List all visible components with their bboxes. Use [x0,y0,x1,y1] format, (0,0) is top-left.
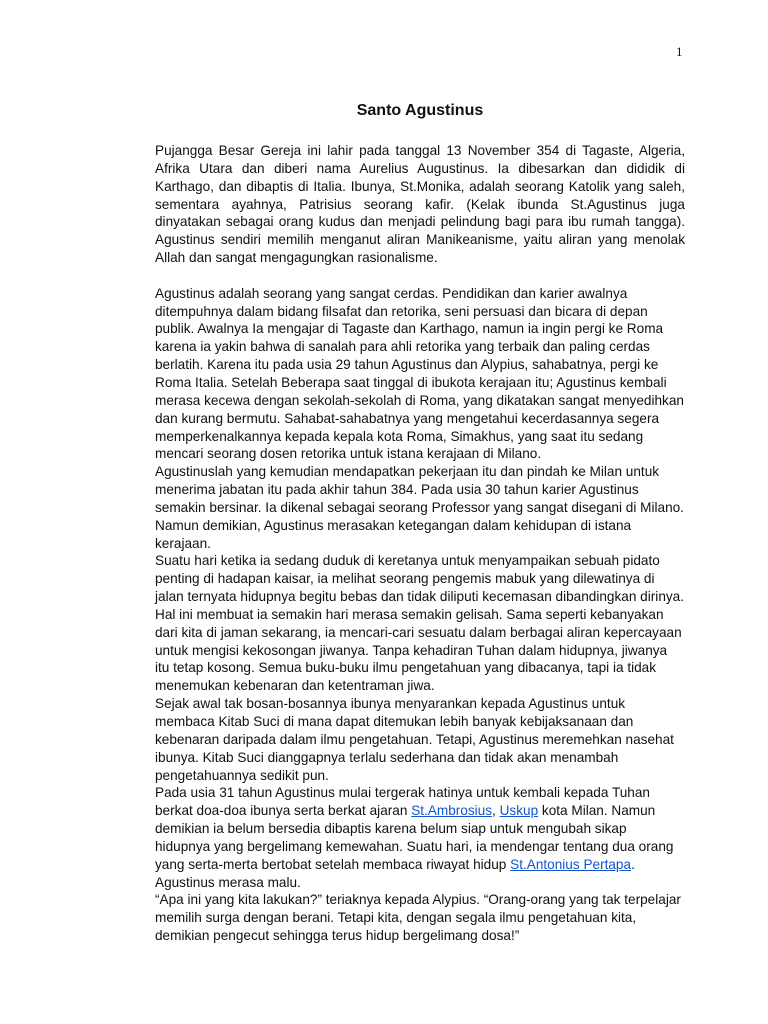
link-st-ambrosius[interactable]: St.Ambrosius [411,803,493,819]
paragraph-milan: Agustinuslah yang kemudian mendapatkan pekerjaan itu dan pindah ke Milan untuk menerima jabatan itu pada akhir tahun 384. Pada usia 30 tahun karier Agustinus semakin bersinar. Ia dikenal sebagai seorang Professor yang sangat disegani di Milano. Namun demikian, Agustinus merasakan ketegangan dalam kehidupan di istana kerajaan. [155,464,684,551]
paragraph-spacer [155,267,685,285]
paragraph-conversion [155,784,685,891]
paragraph-education: Agustinus adalah seorang yang sangat cerdas. Pendidikan dan karier awalnya ditempuhnya dalam bidang filsafat dan retorika, seni persuasi dan bicara di depan publik. Awalnya Ia mengajar di Tagaste dan Karthago, namun ia ingin pergi ke Roma karena ia yakin bahwa di sanalah para ahli retorika yang terbaik dan paling cerdas berlatih. Karena itu pada usia 29 tahun Agustinus dan Alypius, sahabatnya, pergi ke Roma Italia. Setelah Beberapa saat tinggal di ibukota kerajaan itu; Agustinus kembali merasa kecewa dengan sekolah-sekolah di Roma, yang dikatakan sangat menyedihkan dan kurang bermutu. Sahabat-sahabatnya yang mengetahui kecerdasannya segera memperkenalkannya kepada kepala kota Roma, Simakhus, yang saat itu sedang mencari seorang dosen retorika untuk istana kerajaan di Milano. [155,285,684,462]
text-segment: . Agustinus merasa malu. [155,856,635,890]
link-uskup[interactable]: Uskup [499,803,539,819]
link-st-antonius-pertapa[interactable]: St.Antonius Pertapa [510,856,632,872]
page-number: 1 [676,44,683,59]
document-body [155,142,685,945]
paragraph-intro: Pujangga Besar Gereja ini lahir pada tanggal 13 November 354 di Tagaste, Algeria, Afrika Utara dan diberi nama Aurelius Augustinus. Ia dibesarkan dan dididik di Karthago, dan dibaptis di Italia. Ibunya, St.Monika, adalah seorang Katolik yang saleh, sementara ayahnya, Patrisius seorang kafir. (Kelak ibunda St.Agustinus juga dinyatakan sebagai orang kudus dan menjadi pelindung bagi para ibu rumah tangga). Agustinus sendiri memilih menganut aliran Manikeanisme, yaitu aliran yang menolak Allah dan sangat mengagungkan rasionalisme. [155,143,685,266]
text-segment: kota Milan. Namun demikian ia belum bersedia dibaptis karena belum siap untuk mengubah sikap hidupnya yang bergelimang kemewahan. Suatu hari, ia mendengar tentang dua orang yang serta-merta bertobat setelah membaca riwayat hidup [155,803,674,872]
text-segment: Pada usia 31 tahun Agustinus mulai tergerak hatinya untuk kembali kepada Tuhan berkat doa-doa ibunya serta berkat ajaran [155,785,650,819]
document-title: Santo Agustinus [356,102,484,119]
text-segment: , [492,803,500,819]
paragraph-mother-advice: Sejak awal tak bosan-bosannya ibunya menyarankan kepada Agustinus untuk membaca Kitab Suci di mana dapat ditemukan lebih banyak kebijaksanaan dan kebenaran daripada dalam ilmu pengetahuan. Tetapi, Agustinus meremehkan nasehat ibunya. Kitab Suci dianggapnya terlalu sederhana dan tidak akan menambah pengetahuannya sedikit pun. [155,696,674,783]
paragraph-restlessness: Suatu hari ketika ia sedang duduk di keretanya untuk menyampaikan sebuah pidato penting di hadapan kaisar, ia melihat seorang pengemis mabuk yang dilewatinya di jalan ternyata hidupnya begitu bebas dan tidak diliputi kecemasan dibandingkan dirinya. Hal ini membuat ia semakin hari merasa semakin gelisah. Sama seperti kebanyakan dari kita di jaman sekarang, ia mencari-cari sesuatu dalam berbagai aliran kepercayaan untuk mengisi kekosongan jiwanya. Tanpa kehadiran Tuhan dalam hidupnya, jiwanya itu tetap kosong. Semua buku-buku ilmu pengetahuan yang dibacanya, tapi ia tidak menemukan kebenaran dan ketentraman jiwa. [155,553,685,694]
paragraph-quote: “Apa ini yang kita lakukan?” teriaknya kepada Alypius. “Orang-orang yang tak terpelajar memilih surga dengan berani. Tetapi kita, dengan segala ilmu pengetahuan kita, demikian pengecut sehingga terus hidup bergelimang dosa!” [155,892,681,944]
